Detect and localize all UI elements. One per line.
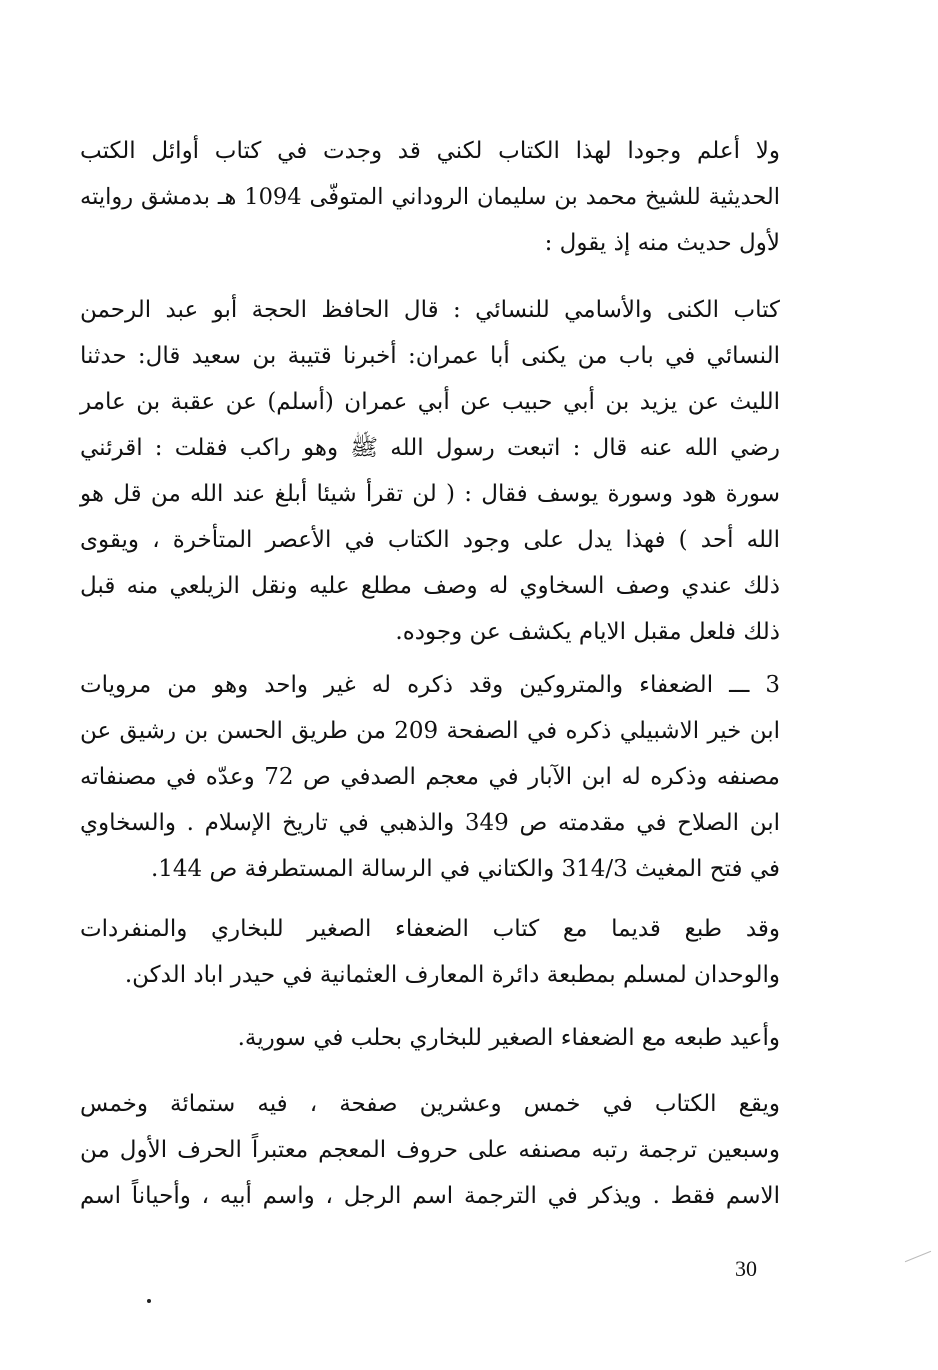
paper-mark: [905, 1251, 931, 1262]
paragraph-4: [80, 906, 780, 998]
text-line: وسبعين ترجمة رتبه مصنفه على حروف المعجم معتبراً الحرف الأول من: [80, 1137, 780, 1163]
paragraph-5: [80, 1015, 780, 1061]
text-line: سورة هود وسورة يوسف فقال : ( لن تقرأ شيئا أبلغ عند الله من قل هو: [80, 481, 780, 507]
ink-speck: [147, 1299, 151, 1303]
text-line: ابن خير الاشبيلي ذكره في الصفحة 209 من طريق الحسن بن رشيق عن: [80, 718, 780, 744]
paragraph-2: [80, 287, 780, 655]
text-line: 3 ـــ الضعفاء والمتروكين وقد ذكره له غير واحد وهو من مرويات: [80, 672, 780, 698]
paragraph-3: [80, 662, 780, 892]
paragraph-6: [80, 1081, 780, 1219]
text-line: في فتح المغيث 314/3 والكتاني في الرسالة المستطرفة ص 144.: [150, 856, 780, 882]
text-line: ابن الصلاح في مقدمته ص 349 والذهبي في تاريخ الإسلام . والسخاوي: [80, 810, 781, 836]
paragraph-1: [80, 128, 780, 266]
text-line: كتاب الكنى والأسامي للنسائي : قال الحافظ الحجة أبو عبد الرحمن: [80, 297, 780, 323]
text-line: الاسم فقط . ويذكر في الترجمة اسم الرجل ، واسم أبيه ، وأحياناً اسم: [80, 1183, 780, 1209]
text-line: الحديثية للشيخ محمد بن سليمان الروداني المتوفّى 1094 هـ بدمشق روايته: [80, 184, 780, 210]
text-line: رضي الله عنه قال : اتبعت رسول الله ﷺ وهو راكب فقلت : اقرئني: [80, 435, 780, 461]
page-number: 30: [735, 1256, 757, 1281]
text-line: لأول حديث منه إذ يقول :: [544, 230, 780, 256]
text-line: ولا أعلم وجودا لهذا الكتاب لكني قد وجدت في كتاب أوائل الكتب: [80, 138, 780, 164]
text-line: النسائي في باب من يكنى أبا عمران: أخبرنا قتيبة بن سعيد قال: حدثنا: [80, 343, 780, 369]
text-line: مصنفه وذكره له ابن الآبار في معجم الصدفي ص 72 وعدّه في مصنفاته: [80, 764, 780, 790]
text-line: ذلك عندي وصف السخاوي له وصف مطلع عليه ونقل الزيلعي منه قبل: [80, 573, 780, 599]
text-line: ذلك فلعل مقبل الايام يكشف عن وجوده.: [395, 619, 780, 645]
text-line: الليث عن يزيد بن أبي حبيب عن أبي عمران (أسلم) عن عقبة بن عامر: [80, 389, 780, 415]
text-line: ويقع الكتاب في خمس وعشرين صفحة ، فيه ستمائة وخمس: [80, 1091, 780, 1117]
text-line: والوحدان لمسلم بمطبعة دائرة المعارف العثمانية في حيدر اباد الدكن.: [124, 962, 780, 988]
text-line: الله أحد ) فهذا يدل على وجود الكتاب في الأعصر المتأخرة ، ويقوى: [80, 527, 780, 553]
text-line: وقد طبع قديما مع كتاب الضعفاء الصغير للبخاري والمنفردات: [80, 916, 780, 942]
text-line: وأعيد طبعه مع الضعفاء الصغير للبخاري بحلب في سورية.: [237, 1025, 780, 1051]
